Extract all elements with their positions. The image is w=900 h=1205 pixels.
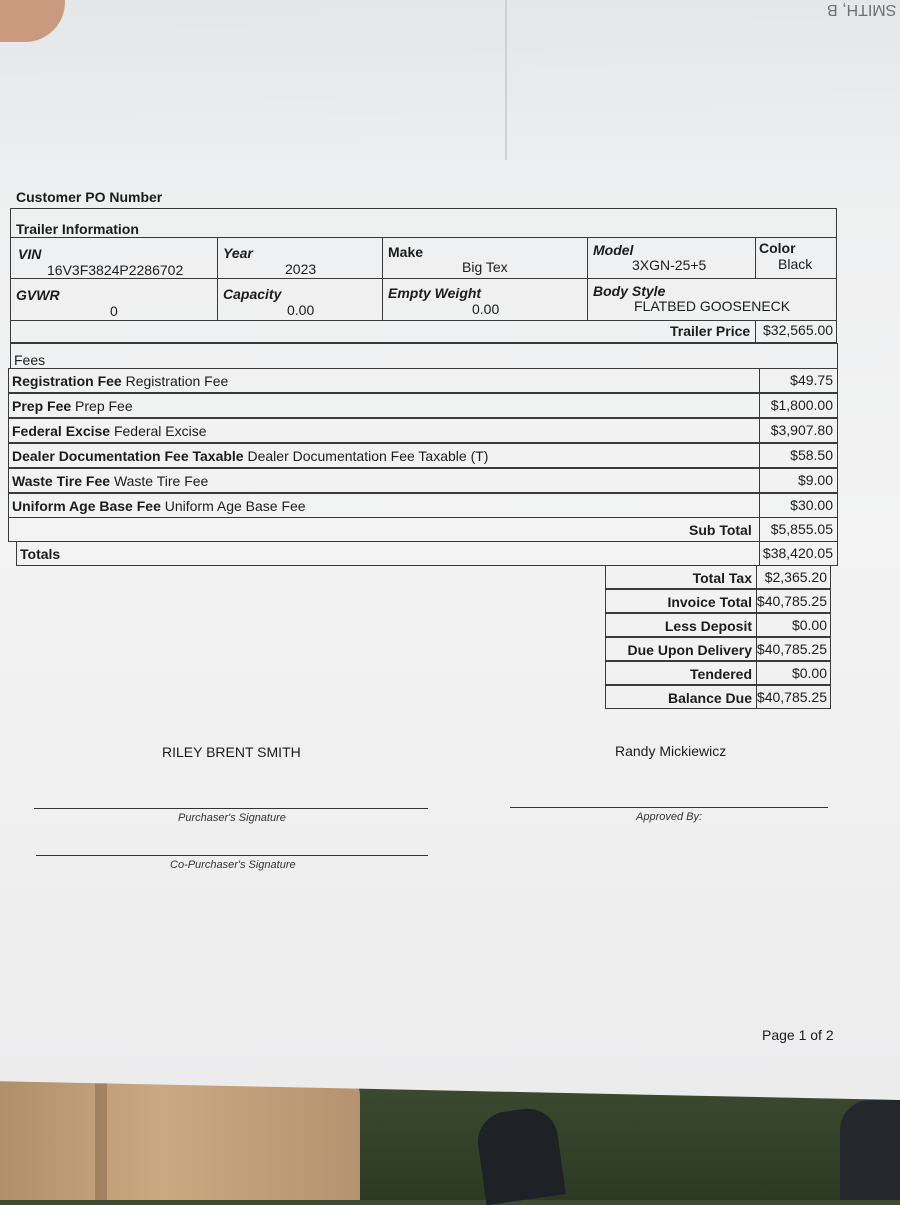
vin-value: 16V3F3824P2286702 [47,262,184,278]
summary-row [605,613,831,637]
fees-heading: Fees [14,352,46,368]
summary-value: $40,785.25 [756,641,827,657]
copurchaser-signature-line [36,855,428,856]
year-value: 2023 [285,261,317,277]
trailer-price-value: $32,565.00 [763,322,834,338]
summary-label: Total Tax [692,570,752,586]
purchaser-signature-line [34,808,428,809]
fee-desc: Registration Fee [125,373,229,389]
summary-value: $40,785.25 [756,689,827,705]
fee-row [8,493,838,518]
fee-code: Registration Fee [12,373,122,389]
fee-desc: Uniform Age Base Fee [164,498,306,514]
purchaser-name: RILEY BRENT SMITH [162,744,301,760]
summary-label: Due Upon Delivery [627,642,752,658]
divider [759,494,760,517]
divider [382,237,383,320]
divider [10,278,837,279]
fee-amount: $30.00 [790,497,833,513]
summary-label: Less Deposit [664,618,752,634]
model-value: 3XGN-25+5 [632,257,707,273]
summary-label: Balance Due [667,690,752,706]
gvwr-label: GVWR [16,287,60,303]
divider [756,566,757,588]
paper-folded-top [0,0,900,180]
summary-value: $0.00 [791,665,827,681]
trailer-info-heading: Trailer Information [16,221,139,237]
page-number: Page 1 of 2 [762,1027,834,1043]
fee-row [8,418,838,443]
fee-amount: $1,800.00 [770,397,833,413]
divider [10,320,837,321]
empty-weight-label: Empty Weight [388,285,482,301]
customer-po-label: Customer PO Number [16,189,163,205]
subtotal-label: Sub Total [689,522,752,538]
divider [759,542,760,565]
fee-desc: Federal Excise [113,423,207,439]
fee-row [8,443,838,468]
divider [759,518,760,541]
fee-amount: $3,907.80 [770,422,833,438]
summary-row [605,589,831,613]
leg [0,1075,360,1200]
approved-by-caption: Approved By: [636,811,703,823]
leg-fold [95,1080,107,1200]
capacity-label: Capacity [223,286,282,302]
model-label: Model [593,242,634,258]
divider [759,369,760,392]
fee-desc: Dealer Documentation Fee Taxable (T) [247,448,489,464]
summary-label: Invoice Total [667,594,752,610]
empty-weight-value: 0.00 [472,301,500,317]
subtotal-row [8,517,838,542]
divider [217,237,218,320]
fee-amount: $58.50 [790,447,833,463]
vin-label: VIN [18,246,42,262]
summary-row [605,661,831,685]
copurchaser-signature-caption: Co-Purchaser's Signature [170,859,296,871]
trailer-price-label: Trailer Price [670,323,751,339]
fee-code: Federal Excise [12,423,111,439]
capacity-value: 0.00 [287,302,315,318]
body-style-value: FLATBED GOOSENECK [634,298,791,314]
totals-row [16,541,838,566]
make-label: Make [388,244,424,260]
summary-label: Tendered [690,666,752,682]
divider [759,419,760,442]
divider [587,237,588,320]
fee-code: Dealer Documentation Fee Taxable [12,448,244,464]
fees-header-row [10,343,838,369]
subtotal-value: $5,855.05 [770,521,833,537]
fee-row [8,368,838,393]
fee-desc: Prep Fee [75,398,133,414]
purchaser-signature-caption: Purchaser's Signature [178,812,286,824]
approved-by-line [510,807,828,808]
make-value: Big Tex [462,259,508,275]
divider [755,320,756,343]
fee-row [8,468,838,493]
fee-amount: $49.75 [790,372,833,388]
divider [10,237,837,238]
divider [759,394,760,417]
approver-name: Randy Mickiewicz [615,743,727,759]
summary-row [605,565,831,589]
body-style-label: Body Style [593,283,666,299]
fee-code: Waste Tire Fee [12,473,111,489]
summary-row [605,685,831,709]
divider [755,237,756,278]
divider [759,469,760,492]
year-label: Year [223,245,253,261]
shoe [840,1100,900,1200]
summary-row [605,637,831,661]
color-value: Black [778,256,813,272]
summary-value: $0.00 [791,617,827,633]
corner-text: SMITH, B [826,1,896,18]
divider [756,662,757,684]
fee-code: Prep Fee [12,398,72,414]
divider [756,614,757,636]
totals-value: $38,420.05 [762,545,833,561]
totals-label: Totals [20,546,61,562]
fee-code: Uniform Age Base Fee [12,498,161,514]
color-label: Color [759,240,796,256]
fee-desc: Waste Tire Fee [113,473,209,489]
fee-row [8,393,838,418]
paper-crease [505,0,507,170]
divider [759,444,760,467]
gvwr-value: 0 [110,303,118,319]
fee-amount: $9.00 [797,472,833,488]
summary-value: $40,785.25 [756,593,827,609]
summary-value: $2,365.20 [764,569,827,585]
